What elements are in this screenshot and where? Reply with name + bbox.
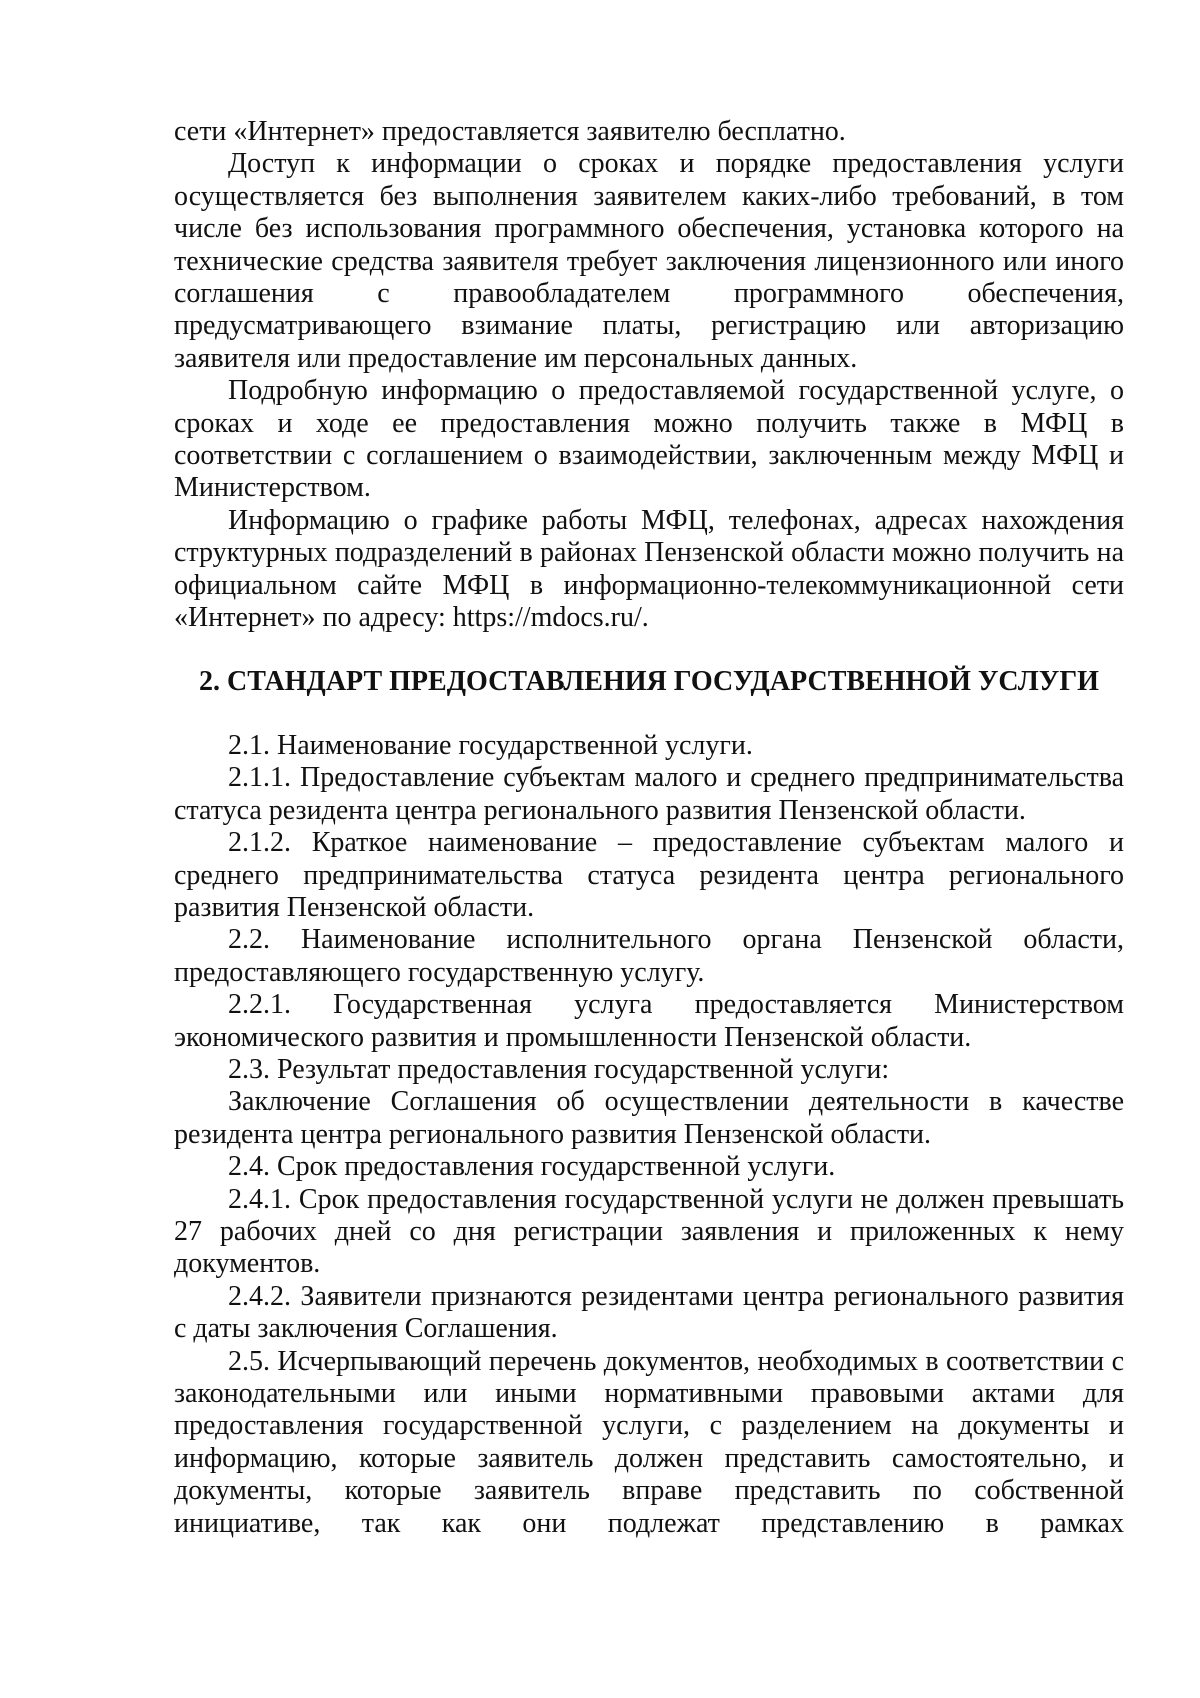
paragraph-2-3-result: Заключение Соглашения об осуществлении деятельности в качестве резидента центра регионального развития Пензенской области.: [174, 1086, 1124, 1150]
paragraph-2-1-2: 2.1.2. Краткое наименование – предоставление субъектам малого и среднего предпринимательства статуса резидента центра регионального развития Пензенской области.: [174, 827, 1124, 923]
document-body: [174, 116, 1124, 1540]
paragraph-2-2-1: 2.2.1. Государственная услуга предоставляется Министерством экономического развития и промышленности Пензенской области.: [174, 989, 1124, 1053]
paragraph-2-4-1: 2.4.1. Срок предоставления государственной услуги не должен превышать 27 рабочих дней со дня регистрации заявления и приложенных к нему документов.: [174, 1183, 1124, 1280]
paragraph-2-5: 2.5. Исчерпывающий перечень документов, необходимых в соответствии с законодательными или иными нормативными правовыми актами для предоставления государственной услуги, с разделением на документы и информацию, которые заявитель должен представить самостоятельно, и документы, которые заявитель вправе представить по собственной инициативе, так как они подлежат представлению в рамках: [174, 1345, 1124, 1539]
paragraph-2-3: 2.3. Результат предоставления государственной услуги:: [228, 1053, 890, 1085]
paragraph-mfc-info: Подробную информацию о предоставляемой государственной услуге, о сроках и ходе ее предоставления можно получить также в МФЦ в соответствии с соглашением о взаимодействии, заключенным между МФЦ и Министерством.: [174, 375, 1124, 504]
paragraph-2-1: 2.1. Наименование государственной услуги.: [228, 729, 753, 761]
paragraph-continuation: сети «Интернет» предоставляется заявителю бесплатно.: [174, 116, 846, 147]
paragraph-access-info: Доступ к информации о сроках и порядке предоставления услуги осуществляется без выполнения заявителем каких-либо требований, в том числе без использования программного обеспечения, установка которого на технические средства заявителя требует заключения лицензионного или иного соглашения с правообладателем программного обеспечения, предусматривающего взимание платы, регистрацию или авторизацию заявителя или предоставление им персональных данных.: [174, 148, 1124, 374]
paragraph-2-2: 2.2. Наименование исполнительного органа Пензенской области, предоставляющего государственную услугу.: [174, 924, 1124, 988]
paragraph-2-4: 2.4. Срок предоставления государственной услуги.: [228, 1151, 836, 1183]
paragraph-2-4-2: 2.4.2. Заявители признаются резидентами центра регионального развития с даты заключения Соглашения.: [174, 1280, 1124, 1345]
section-heading: 2. СТАНДАРТ ПРЕДОСТАВЛЕНИЯ ГОСУДАРСТВЕННОЙ УСЛУГИ: [199, 665, 1099, 697]
paragraph-mfc-schedule: Информацию о графике работы МФЦ, телефонах, адресах нахождения структурных подразделений в районах Пензенской области можно получить на официальном сайте МФЦ в информационно-телекоммуникационной сети «Интернет» по адресу: https://mdocs.ru/.: [174, 504, 1124, 634]
paragraph-2-1-1: 2.1.1. Предоставление субъектам малого и среднего предпринимательства статуса резидента центра регионального развития Пензенской области.: [174, 762, 1124, 826]
